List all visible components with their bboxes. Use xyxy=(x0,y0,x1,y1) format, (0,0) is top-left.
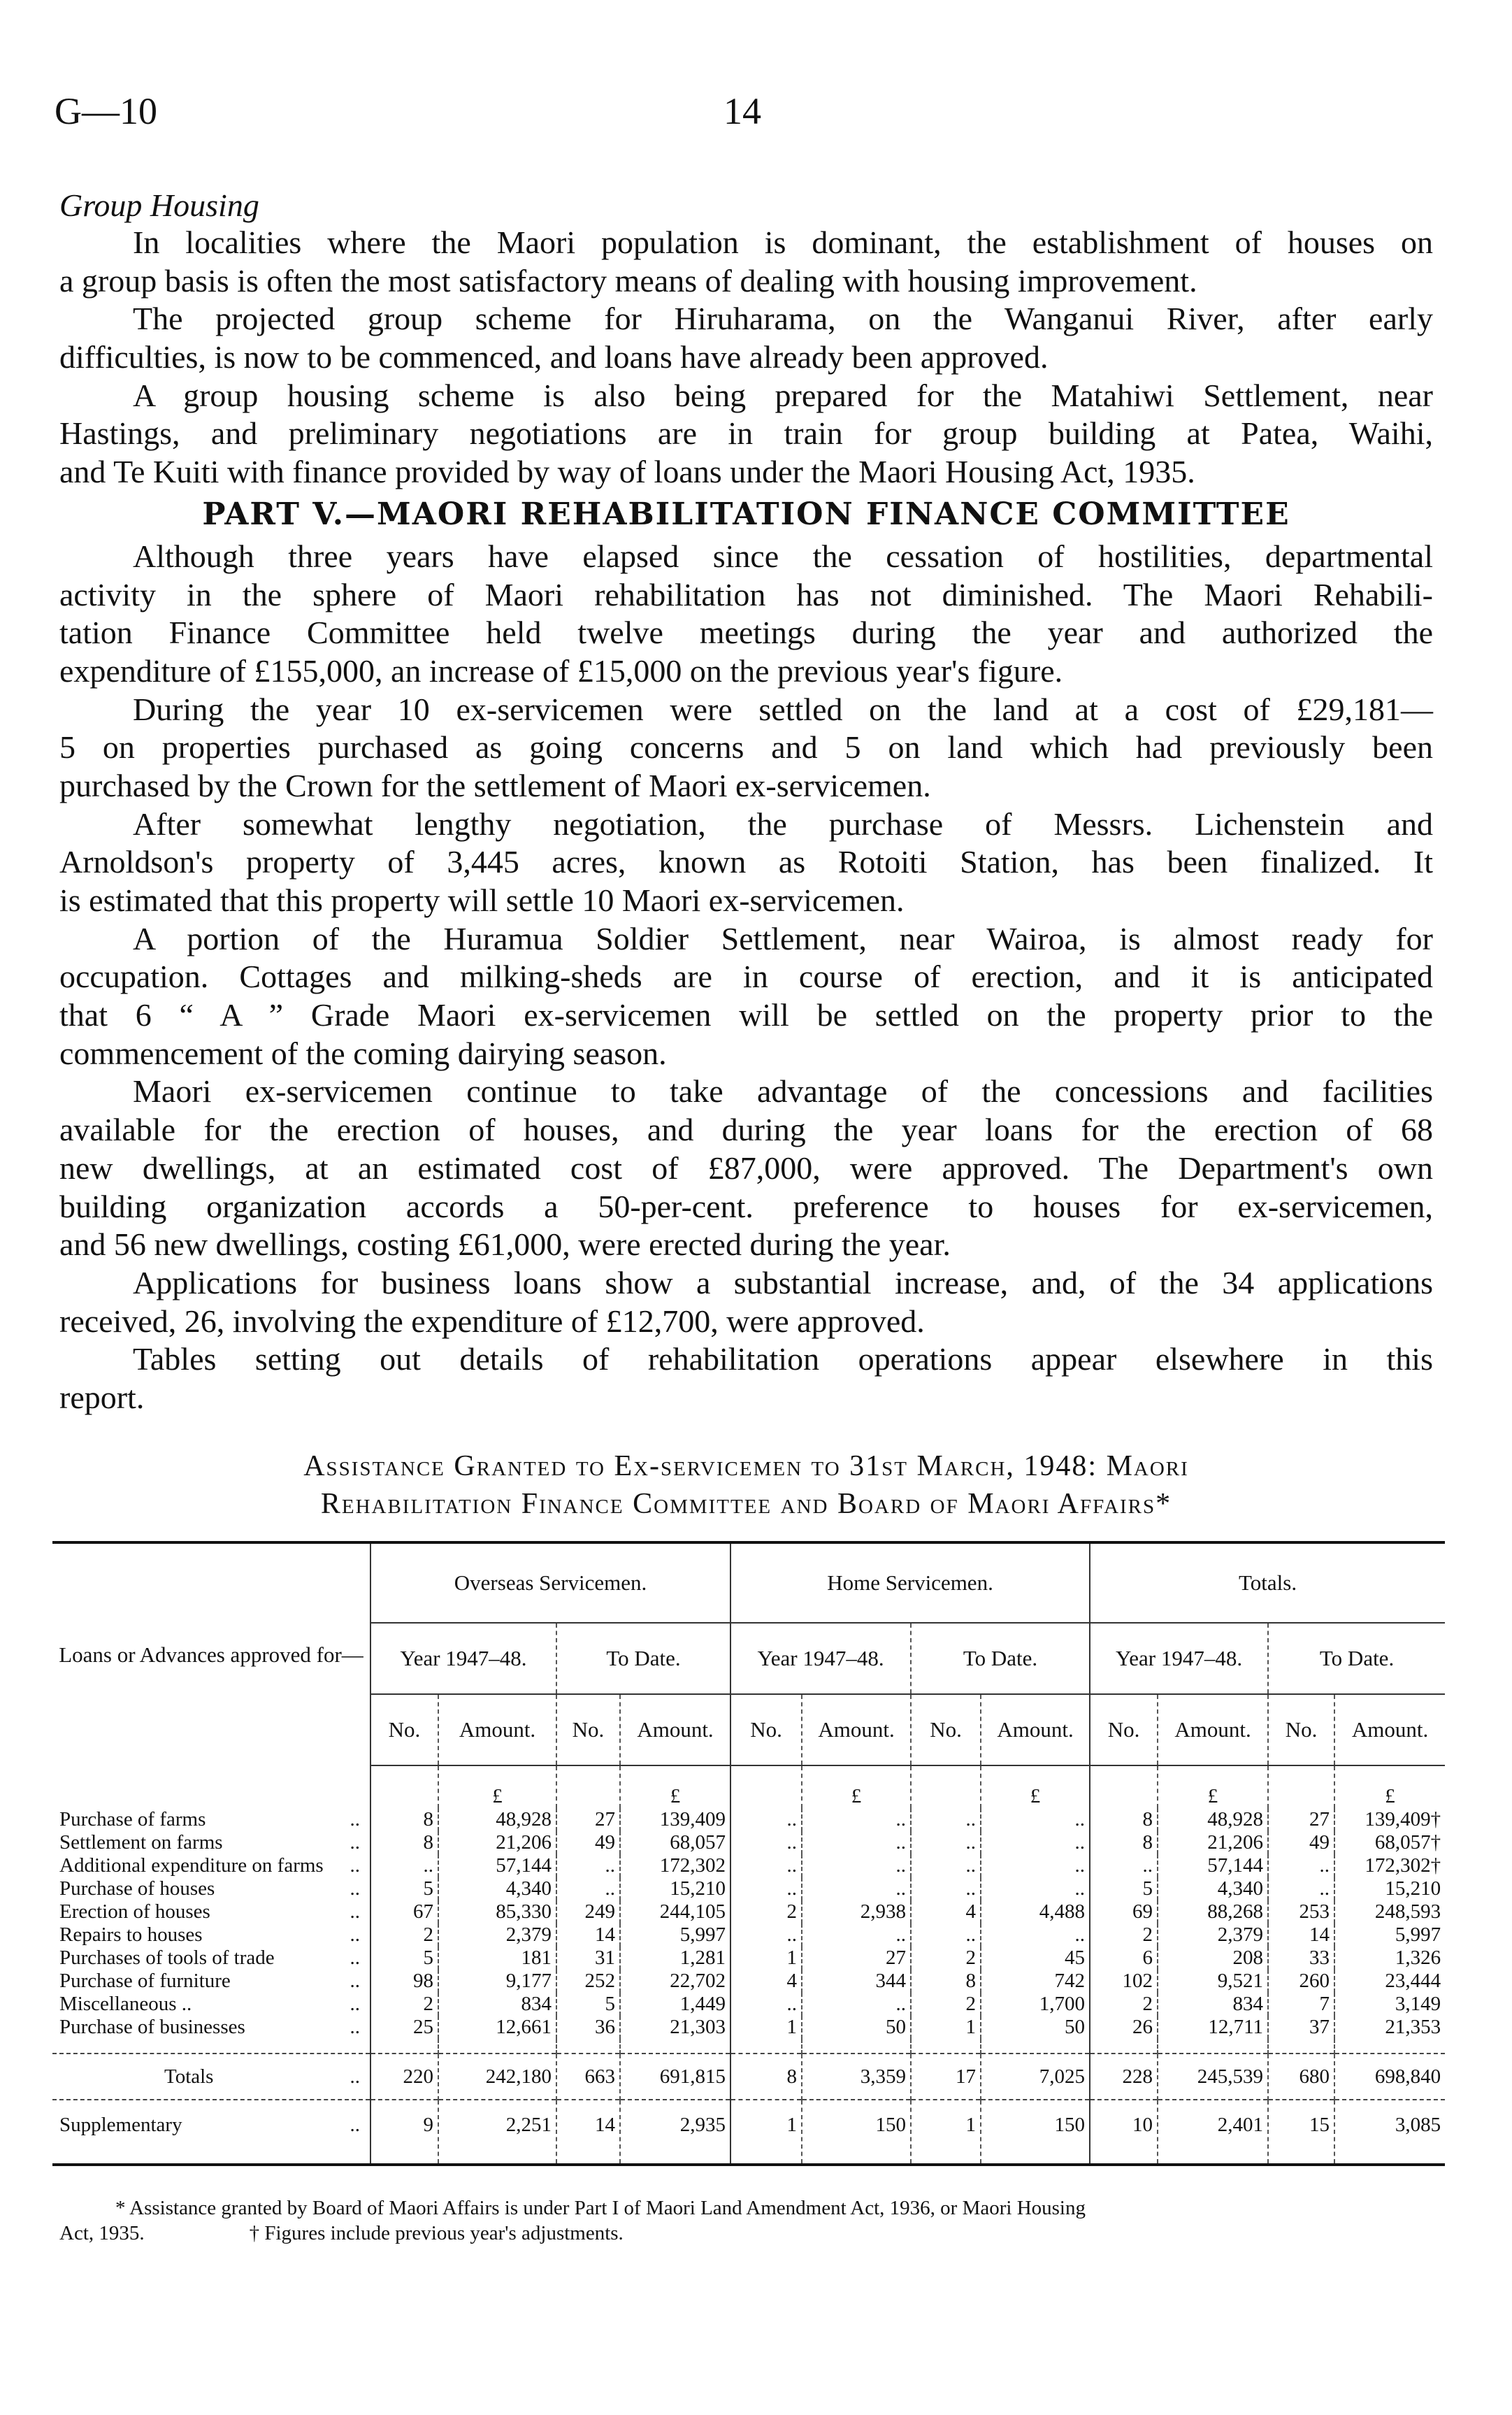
col-amount-header: Amount. xyxy=(1334,1694,1445,1765)
currency-symbol: £ xyxy=(802,1765,911,1808)
page-code: G—10 xyxy=(55,90,157,132)
paragraph-line: Arnoldson's property of 3,445 acres, known as Rotoiti Station, has been finalized. It xyxy=(59,844,1433,880)
cell-value: 150 xyxy=(802,2100,911,2163)
cell-value: 244,105 xyxy=(620,1900,730,1923)
cell-value: 37 xyxy=(1268,2016,1334,2039)
period-header: To Date. xyxy=(911,1623,1090,1694)
row-label-text: Totals xyxy=(164,2065,214,2088)
cell-value: 6 xyxy=(1090,1947,1158,1970)
cell-value: 102 xyxy=(1090,1970,1158,1993)
paragraph-line: and 56 new dwellings, costing £61,000, were erected during the year. xyxy=(59,1226,951,1263)
currency-symbol: £ xyxy=(438,1765,556,1808)
paragraph xyxy=(59,691,1433,805)
cell-value: 14 xyxy=(556,2100,620,2163)
cell-value: 220 xyxy=(370,2054,438,2100)
cell-value: 48,928 xyxy=(438,1808,556,1831)
cell-value: .. xyxy=(911,1854,981,1877)
cell-value: 12,711 xyxy=(1158,2016,1268,2039)
leader-dots: .. xyxy=(350,1993,360,2015)
cell-value: 2 xyxy=(911,1947,981,1970)
cell-value: 8 xyxy=(911,1970,981,1993)
page-number: 14 xyxy=(723,90,761,132)
paragraph-line: Hastings, and preliminary negotiations are in train for group building at Patea, Waihi, xyxy=(59,415,1433,452)
cell-value: 25 xyxy=(370,2016,438,2039)
cell-value: 85,330 xyxy=(438,1900,556,1923)
paragraph xyxy=(59,1340,1433,1417)
cell-value: 8 xyxy=(370,1831,438,1854)
cell-value: 2,938 xyxy=(802,1900,911,1923)
spacer xyxy=(1334,2039,1445,2054)
cell-value: 9,177 xyxy=(438,1970,556,1993)
group-header: Home Servicemen. xyxy=(730,1544,1090,1623)
table-title xyxy=(59,1447,1433,1523)
cell-value: .. xyxy=(981,1877,1090,1900)
cell-value: 8 xyxy=(1090,1808,1158,1831)
paragraph-line: purchased by the Crown for the settlement of Maori ex-servicemen. xyxy=(59,767,931,803)
paragraph xyxy=(59,224,1433,300)
cell-value: 1 xyxy=(730,1947,802,1970)
empty-cell xyxy=(370,1765,438,1808)
col-amount-header: Amount. xyxy=(981,1694,1090,1765)
cell-value: .. xyxy=(911,1831,981,1854)
paragraph-line: The projected group scheme for Hiruharama, on the Wanganui River, after early xyxy=(133,301,1433,337)
cell-value: 8 xyxy=(370,1808,438,1831)
row-label xyxy=(52,1993,370,2016)
spacer xyxy=(620,2039,730,2054)
paragraph-line: After somewhat lengthy negotiation, the purchase of Messrs. Lichenstein and xyxy=(133,805,1433,842)
paragraph-line: Tables setting out details of rehabilitation operations appear elsewhere in this xyxy=(133,1341,1433,1377)
empty-cell xyxy=(1090,1765,1158,1808)
cell-value: 4 xyxy=(730,1970,802,1993)
cell-value: 27 xyxy=(802,1947,911,1970)
row-label xyxy=(52,1877,370,1900)
cell-value: 5 xyxy=(370,1947,438,1970)
paragraph-line: new dwellings, at an estimated cost of £87,000, were approved. The Department's own xyxy=(59,1149,1433,1186)
cell-value: .. xyxy=(730,1831,802,1854)
leader-dots: .. xyxy=(350,1900,360,1923)
cell-value: 3,085 xyxy=(1334,2100,1445,2163)
row-label-text: Miscellaneous .. xyxy=(59,1993,192,2015)
cell-value: 691,815 xyxy=(620,2054,730,2100)
cell-value: 172,302 xyxy=(620,1854,730,1877)
leader-dots: .. xyxy=(350,1923,360,1946)
col-amount-header: Amount. xyxy=(1158,1694,1268,1765)
cell-value: 36 xyxy=(556,2016,620,2039)
cell-value: 344 xyxy=(802,1970,911,1993)
cell-value: 834 xyxy=(438,1993,556,2016)
paragraph-line: report. xyxy=(59,1379,145,1415)
table-row xyxy=(52,2016,1445,2039)
leader-dots: .. xyxy=(350,1854,360,1877)
cell-value: 1 xyxy=(911,2100,981,2163)
row-label-text: Settlement on farms xyxy=(59,1831,223,1854)
paragraph-line: 5 on properties purchased as going concerns and 5 on land which had previously been xyxy=(59,729,1433,766)
cell-value: 21,206 xyxy=(1158,1831,1268,1854)
cell-value: 1 xyxy=(911,2016,981,2039)
leader-dots: .. xyxy=(350,1970,360,1992)
cell-value: 4 xyxy=(911,1900,981,1923)
table-row xyxy=(52,1923,1445,1947)
paragraph xyxy=(59,920,1433,1073)
paragraph-line: a group basis is often the most satisfactory means of dealing with housing improvement. xyxy=(59,262,1197,299)
paragraph-line: expenditure of £155,000, an increase of £15,000 on the previous year's figure. xyxy=(59,652,1063,689)
footnote-asterisk-cont: Act, 1935. xyxy=(59,2222,145,2244)
cell-value: .. xyxy=(1268,1877,1334,1900)
period-header: Year 1947–48. xyxy=(1090,1623,1268,1694)
cell-value: 242,180 xyxy=(438,2054,556,2100)
cell-value: .. xyxy=(556,1854,620,1877)
cell-value: 8 xyxy=(730,2054,802,2100)
cell-value: 5 xyxy=(1090,1877,1158,1900)
cell-value: 50 xyxy=(802,2016,911,2039)
cell-value: 14 xyxy=(556,1923,620,1947)
currency-row xyxy=(52,1765,1445,1808)
table-row xyxy=(52,1831,1445,1854)
cell-value: 4,340 xyxy=(438,1877,556,1900)
cell-value: .. xyxy=(370,1854,438,1877)
cell-value: 9 xyxy=(370,2100,438,2163)
cell-value: 248,593 xyxy=(1334,1900,1445,1923)
cell-value: 150 xyxy=(981,2100,1090,2163)
period-header: Year 1947–48. xyxy=(370,1623,556,1694)
cell-value: 88,268 xyxy=(1158,1900,1268,1923)
row-label-text: Purchase of businesses xyxy=(59,2016,245,2038)
period-header: Year 1947–48. xyxy=(730,1623,911,1694)
cell-value: .. xyxy=(1268,1854,1334,1877)
col-no-header: No. xyxy=(370,1694,438,1765)
row-label-text: Supplementary xyxy=(59,2113,182,2136)
cell-value: 15,210 xyxy=(620,1877,730,1900)
empty-cell xyxy=(1268,1765,1334,1808)
leader-dots: .. xyxy=(350,1808,360,1830)
paragraph-line: In localities where the Maori population is dominant, the establishment of houses on xyxy=(133,224,1433,260)
cell-value: 5,997 xyxy=(1334,1923,1445,1947)
cell-value: 2,251 xyxy=(438,2100,556,2163)
cell-value: .. xyxy=(911,1923,981,1947)
empty-cell xyxy=(730,1765,802,1808)
col-no-header: No. xyxy=(730,1694,802,1765)
cell-value: .. xyxy=(911,1877,981,1900)
cell-value: 21,353 xyxy=(1334,2016,1445,2039)
leader-dots: .. xyxy=(350,2113,360,2136)
footnote-asterisk: * Assistance granted by Board of Maori Affairs is under Part I of Maori Land Amendment Act, 1936, or Maori Housing xyxy=(115,2197,1086,2219)
empty-cell xyxy=(556,1765,620,1808)
supplementary-row xyxy=(52,2100,1445,2163)
cell-value: 698,840 xyxy=(1334,2054,1445,2100)
cell-value: 26 xyxy=(1090,2016,1158,2039)
currency-symbol: £ xyxy=(620,1765,730,1808)
cell-value: 10 xyxy=(1090,2100,1158,2163)
cell-value: 8 xyxy=(1090,1831,1158,1854)
body-text xyxy=(59,187,1433,1417)
cell-value: 33 xyxy=(1268,1947,1334,1970)
cell-value: 48,928 xyxy=(1158,1808,1268,1831)
paragraph-line: During the year 10 ex-servicemen were settled on the land at a cost of £29,181— xyxy=(133,691,1433,727)
spacer xyxy=(370,2039,438,2054)
cell-value: .. xyxy=(981,1923,1090,1947)
spacer xyxy=(981,2039,1090,2054)
cell-value: 49 xyxy=(556,1831,620,1854)
cell-value: 228 xyxy=(1090,2054,1158,2100)
cell-value: 1,326 xyxy=(1334,1947,1445,1970)
spacer xyxy=(911,2039,981,2054)
paragraph-line: difficulties, is now to be commenced, and loans have already been approved. xyxy=(59,339,1049,375)
paragraph xyxy=(59,300,1433,376)
paragraph xyxy=(59,1264,1433,1340)
cell-value: 5 xyxy=(556,1993,620,2016)
cell-value: 12,661 xyxy=(438,2016,556,2039)
cell-value: 9,521 xyxy=(1158,1970,1268,1993)
leader-dots: .. xyxy=(350,1947,360,1969)
spacer xyxy=(730,2039,802,2054)
cell-value: 742 xyxy=(981,1970,1090,1993)
spacer xyxy=(438,2039,556,2054)
cell-value: 14 xyxy=(1268,1923,1334,1947)
cell-value: .. xyxy=(730,1808,802,1831)
currency-symbol: £ xyxy=(981,1765,1090,1808)
paragraph xyxy=(59,805,1433,920)
cell-value: 139,409† xyxy=(1334,1808,1445,1831)
row-label-text: Additional expenditure on farms xyxy=(59,1854,324,1877)
cell-value: .. xyxy=(981,1808,1090,1831)
group-header: Overseas Servicemen. xyxy=(370,1544,730,1623)
totals-row xyxy=(52,2054,1445,2100)
table-row xyxy=(52,1900,1445,1923)
cell-value: 1,449 xyxy=(620,1993,730,2016)
paragraph-line: received, 26, involving the expenditure of £12,700, were approved. xyxy=(59,1303,925,1339)
cell-value: 1,700 xyxy=(981,1993,1090,2016)
paragraph-line: Applications for business loans show a substantial increase, and, of the 34 applications xyxy=(133,1264,1433,1300)
spacer xyxy=(52,2039,370,2054)
part-heading: PART V.—MAORI REHABILITATION FINANCE COMMITTEE xyxy=(202,496,1290,532)
row-label xyxy=(52,1854,370,1877)
cell-value: .. xyxy=(802,1808,911,1831)
cell-value: 57,144 xyxy=(1158,1854,1268,1877)
row-label xyxy=(52,1900,370,1923)
cell-value: 2,379 xyxy=(1158,1923,1268,1947)
row-label-text: Erection of houses xyxy=(59,1900,210,1923)
paragraph-line: and Te Kuiti with finance provided by way of loans under the Maori Housing Act, 1935. xyxy=(59,454,1195,490)
row-label-text: Purchases of tools of trade xyxy=(59,1947,275,1969)
table-row xyxy=(52,1947,1445,1970)
paragraph-line: building organization accords a 50-per-cent. preference to houses for ex-servicemen, xyxy=(59,1188,1433,1224)
paragraph xyxy=(59,1073,1433,1263)
cell-value: .. xyxy=(981,1831,1090,1854)
row-label xyxy=(52,1947,370,1970)
assistance-table xyxy=(52,1541,1445,2166)
cell-value: .. xyxy=(802,1831,911,1854)
currency-symbol: £ xyxy=(1334,1765,1445,1808)
cell-value: 245,539 xyxy=(1158,2054,1268,2100)
cell-value: .. xyxy=(802,1993,911,2016)
row-label xyxy=(52,1808,370,1831)
paragraph-line: A portion of the Huramua Soldier Settlement, near Wairoa, is almost ready for xyxy=(133,920,1433,956)
cell-value: 15 xyxy=(1268,2100,1334,2163)
cell-value: 22,702 xyxy=(620,1970,730,1993)
cell-value: 2 xyxy=(370,1923,438,1947)
cell-value: 2 xyxy=(370,1993,438,2016)
table-row xyxy=(52,1854,1445,1877)
paragraph-line: occupation. Cottages and milking-sheds are in course of erection, and it is anticipated xyxy=(59,959,1433,995)
cell-value: 7 xyxy=(1268,1993,1334,2016)
cell-value: 2 xyxy=(1090,1993,1158,2016)
table-row xyxy=(52,1808,1445,1831)
cell-value: 98 xyxy=(370,1970,438,1993)
spacer xyxy=(1268,2039,1334,2054)
paragraph-line: is estimated that this property will settle 10 Maori ex-servicemen. xyxy=(59,882,905,918)
leader-dots: .. xyxy=(350,1877,360,1900)
table-row xyxy=(52,1877,1445,1900)
col-no-header: No. xyxy=(911,1694,981,1765)
cell-value: 252 xyxy=(556,1970,620,1993)
row-label-text: Purchase of furniture xyxy=(59,1970,231,1992)
empty-cell xyxy=(911,1765,981,1808)
col-amount-header: Amount. xyxy=(620,1694,730,1765)
label-cell-empty xyxy=(52,1765,370,1808)
row-label xyxy=(52,2100,370,2163)
cell-value: .. xyxy=(981,1854,1090,1877)
cell-value: 69 xyxy=(1090,1900,1158,1923)
cell-value: 249 xyxy=(556,1900,620,1923)
cell-value: 172,302† xyxy=(1334,1854,1445,1877)
cell-value: 3,359 xyxy=(802,2054,911,2100)
cell-value: 2,935 xyxy=(620,2100,730,2163)
paragraph-line: A group housing scheme is also being prepared for the Matahiwi Settlement, near xyxy=(133,377,1433,413)
row-label-text: Repairs to houses xyxy=(59,1923,203,1946)
cell-value: 680 xyxy=(1268,2054,1334,2100)
row-label xyxy=(52,1970,370,1993)
cell-value: .. xyxy=(730,1923,802,1947)
cell-value: 2 xyxy=(730,1900,802,1923)
cell-value: 1 xyxy=(730,2100,802,2163)
period-header: To Date. xyxy=(556,1623,730,1694)
cell-value: 2 xyxy=(911,1993,981,2016)
spacer xyxy=(556,2039,620,2054)
cell-value: .. xyxy=(802,1923,911,1947)
cell-value: 5,997 xyxy=(620,1923,730,1947)
cell-value: 23,444 xyxy=(1334,1970,1445,1993)
paragraph-line: Although three years have elapsed since the cessation of hostilities, departmental xyxy=(133,538,1433,574)
cell-value: .. xyxy=(1090,1854,1158,1877)
footnotes xyxy=(59,2195,1433,2246)
col-amount-header: Amount. xyxy=(802,1694,911,1765)
cell-value: .. xyxy=(730,1877,802,1900)
spacer xyxy=(802,2039,911,2054)
cell-value: 57,144 xyxy=(438,1854,556,1877)
cell-value: 21,206 xyxy=(438,1831,556,1854)
cell-value: 2 xyxy=(1090,1923,1158,1947)
row-label-text: Purchase of houses xyxy=(59,1877,215,1900)
leader-dots: .. xyxy=(350,2065,360,2088)
cell-value: 260 xyxy=(1268,1970,1334,1993)
paragraph xyxy=(59,377,1433,492)
cell-value: .. xyxy=(802,1877,911,1900)
cell-value: 834 xyxy=(1158,1993,1268,2016)
cell-value: .. xyxy=(802,1854,911,1877)
currency-symbol: £ xyxy=(1158,1765,1268,1808)
leader-dots: .. xyxy=(350,1831,360,1854)
spacer xyxy=(1158,2039,1268,2054)
footnote-dagger: † Figures include previous year's adjustments. xyxy=(249,2222,624,2244)
cell-value: 1 xyxy=(730,2016,802,2039)
label-header: Loans or Advances approved for— xyxy=(59,1642,363,1667)
cell-value: 208 xyxy=(1158,1947,1268,1970)
spacer xyxy=(1090,2039,1158,2054)
group-header: Totals. xyxy=(1090,1544,1445,1623)
cell-value: 50 xyxy=(981,2016,1090,2039)
cell-value: 181 xyxy=(438,1947,556,1970)
table-title-line: Assistance Granted to Ex-servicemen to 31st March, 1948: Maori xyxy=(303,1450,1189,1482)
period-header: To Date. xyxy=(1268,1623,1445,1694)
table-row xyxy=(52,1993,1445,2016)
cell-value: 5 xyxy=(370,1877,438,1900)
cell-value: 49 xyxy=(1268,1831,1334,1854)
cell-value: 139,409 xyxy=(620,1808,730,1831)
cell-value: 15,210 xyxy=(1334,1877,1445,1900)
col-amount-header: Amount. xyxy=(438,1694,556,1765)
cell-value: 4,488 xyxy=(981,1900,1090,1923)
header-row-groups xyxy=(52,1544,1445,1623)
cell-value: 253 xyxy=(1268,1900,1334,1923)
cell-value: 68,057 xyxy=(620,1831,730,1854)
cell-value: .. xyxy=(730,1993,802,2016)
table-row xyxy=(52,1970,1445,1993)
cell-value: 1,281 xyxy=(620,1947,730,1970)
col-no-header: No. xyxy=(1268,1694,1334,1765)
cell-value: .. xyxy=(911,1808,981,1831)
cell-value: 45 xyxy=(981,1947,1090,1970)
row-label-text: Purchase of farms xyxy=(59,1808,206,1830)
paragraph-line: tation Finance Committee held twelve meetings during the year and authorized the xyxy=(59,615,1433,651)
cell-value: 3,149 xyxy=(1334,1993,1445,2016)
cell-value: 31 xyxy=(556,1947,620,1970)
leader-dots: .. xyxy=(350,2016,360,2038)
cell-value: 27 xyxy=(1268,1808,1334,1831)
paragraph-line: activity in the sphere of Maori rehabilitation has not diminished. The Maori Rehabili- xyxy=(59,576,1433,612)
section-subheading: Group Housing xyxy=(59,187,259,223)
cell-value: 21,303 xyxy=(620,2016,730,2039)
spacer-row xyxy=(52,2039,1445,2054)
row-label xyxy=(52,1923,370,1947)
cell-value: 4,340 xyxy=(1158,1877,1268,1900)
table-title-line: Rehabilitation Finance Committee and Board of Maori Affairs* xyxy=(320,1488,1172,1520)
paragraph-line: commencement of the coming dairying season. xyxy=(59,1035,667,1071)
col-no-header: No. xyxy=(1090,1694,1158,1765)
paragraph-line: Maori ex-servicemen continue to take advantage of the concessions and facilities xyxy=(133,1073,1433,1110)
paragraph xyxy=(59,538,1433,691)
cell-value: 67 xyxy=(370,1900,438,1923)
cell-value: 17 xyxy=(911,2054,981,2100)
cell-value: .. xyxy=(556,1877,620,1900)
row-label xyxy=(52,1831,370,1854)
cell-value: 663 xyxy=(556,2054,620,2100)
cell-value: .. xyxy=(730,1854,802,1877)
cell-value: 2,379 xyxy=(438,1923,556,1947)
col-no-header: No. xyxy=(556,1694,620,1765)
cell-value: 7,025 xyxy=(981,2054,1090,2100)
row-label xyxy=(52,2016,370,2039)
row-label xyxy=(52,2054,370,2100)
cell-value: 27 xyxy=(556,1808,620,1831)
paragraph-line: that 6 “ A ” Grade Maori ex-servicemen will be settled on the property prior to the xyxy=(59,997,1433,1033)
cell-value: 2,401 xyxy=(1158,2100,1268,2163)
paragraph-line: available for the erection of houses, and during the year loans for the erection of 68 xyxy=(59,1112,1433,1148)
cell-value: 68,057† xyxy=(1334,1831,1445,1854)
